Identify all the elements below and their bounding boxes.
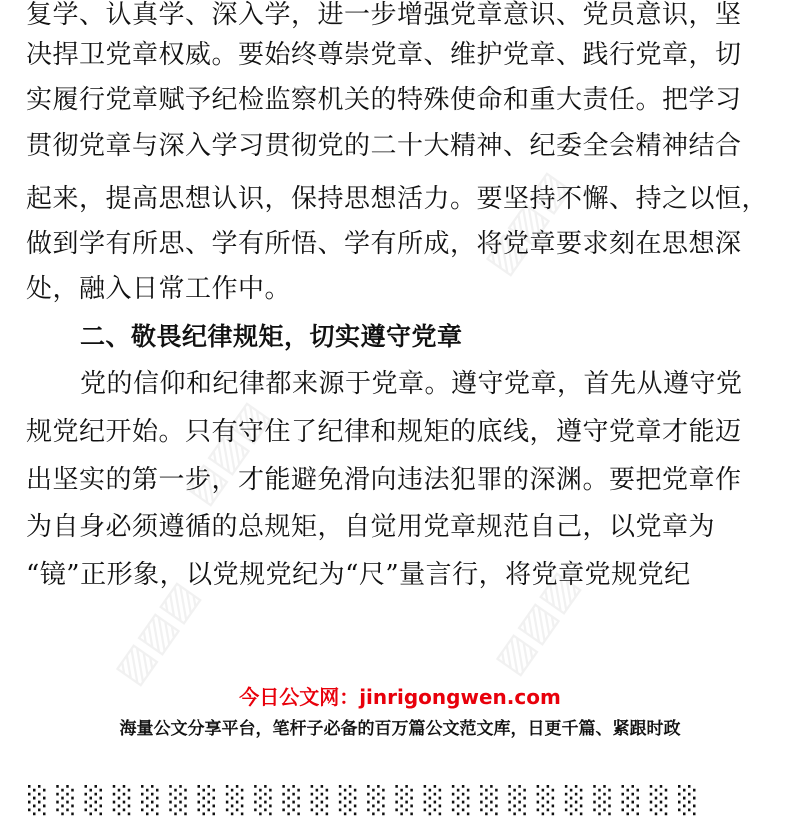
paragraph-line: 做到学有所思、学有所悟、学有所成，将党章要求刻在思想深 (26, 229, 742, 259)
watermark-graphic: ▨▨▨ (175, 393, 279, 513)
next-page-text-fragment: ░ ░ ░ ░ ░ ░ ░ ░ ░ ░ ░ ░ ░ ░ ░ ░ ░ ░ ░ ░ ░ ░ ░ ░ (28, 786, 698, 816)
paragraph-line: 起来，提高思想认识，保持思想活力。要坚持不懈、持之以恒， (26, 184, 769, 214)
footer-tagline: 海量公文分享平台，笔杆子必备的百万篇公文范文库，日更千篇、紧跟时政 (119, 719, 681, 739)
paragraph-line: 复学、认真学、深入学，进一步增强党章意识、党员意识，坚 (26, 0, 742, 30)
paragraph-line: 处，融入日常工作中。 (26, 274, 292, 304)
paragraph-line: “镜”正形象，以党规党纪为“尺”量言行，将党章党规党纪 (26, 560, 691, 590)
section-heading: 二、敬畏纪律规矩，切实遵守党章 (80, 322, 463, 351)
paragraph-line: 规党纪开始。只有守住了纪律和规矩的底线，遵守党章才能迈 (26, 417, 742, 447)
paragraph-line: 为自身必须遵循的总规矩，自觉用党章规范自己，以党章为 (26, 512, 716, 542)
paragraph-line: 实履行党章赋予纪检监察机关的特殊使命和重大责任。把学习 (26, 85, 742, 115)
footer-site-link[interactable]: 今日公文网：jinrigongwen.com (239, 685, 561, 709)
paragraph-line: 决捍卫党章权威。要始终尊崇党章、维护党章、践行党章，切 (26, 40, 742, 70)
paragraph-line: 出坚实的第一步，才能避免滑向违法犯罪的深渊。要把党章作 (26, 465, 742, 495)
watermark-graphic: ▨▨▨ (475, 163, 579, 283)
watermark-graphic: ▨▨▨ (485, 563, 589, 683)
watermark-graphic: ▨▨▨ (105, 573, 209, 693)
paragraph-line: 党的信仰和纪律都来源于党章。遵守党章，首先从遵守党 (80, 369, 743, 399)
paragraph-line: 贯彻党章与深入学习贯彻党的二十大精神、纪委全会精神结合 (26, 131, 742, 161)
